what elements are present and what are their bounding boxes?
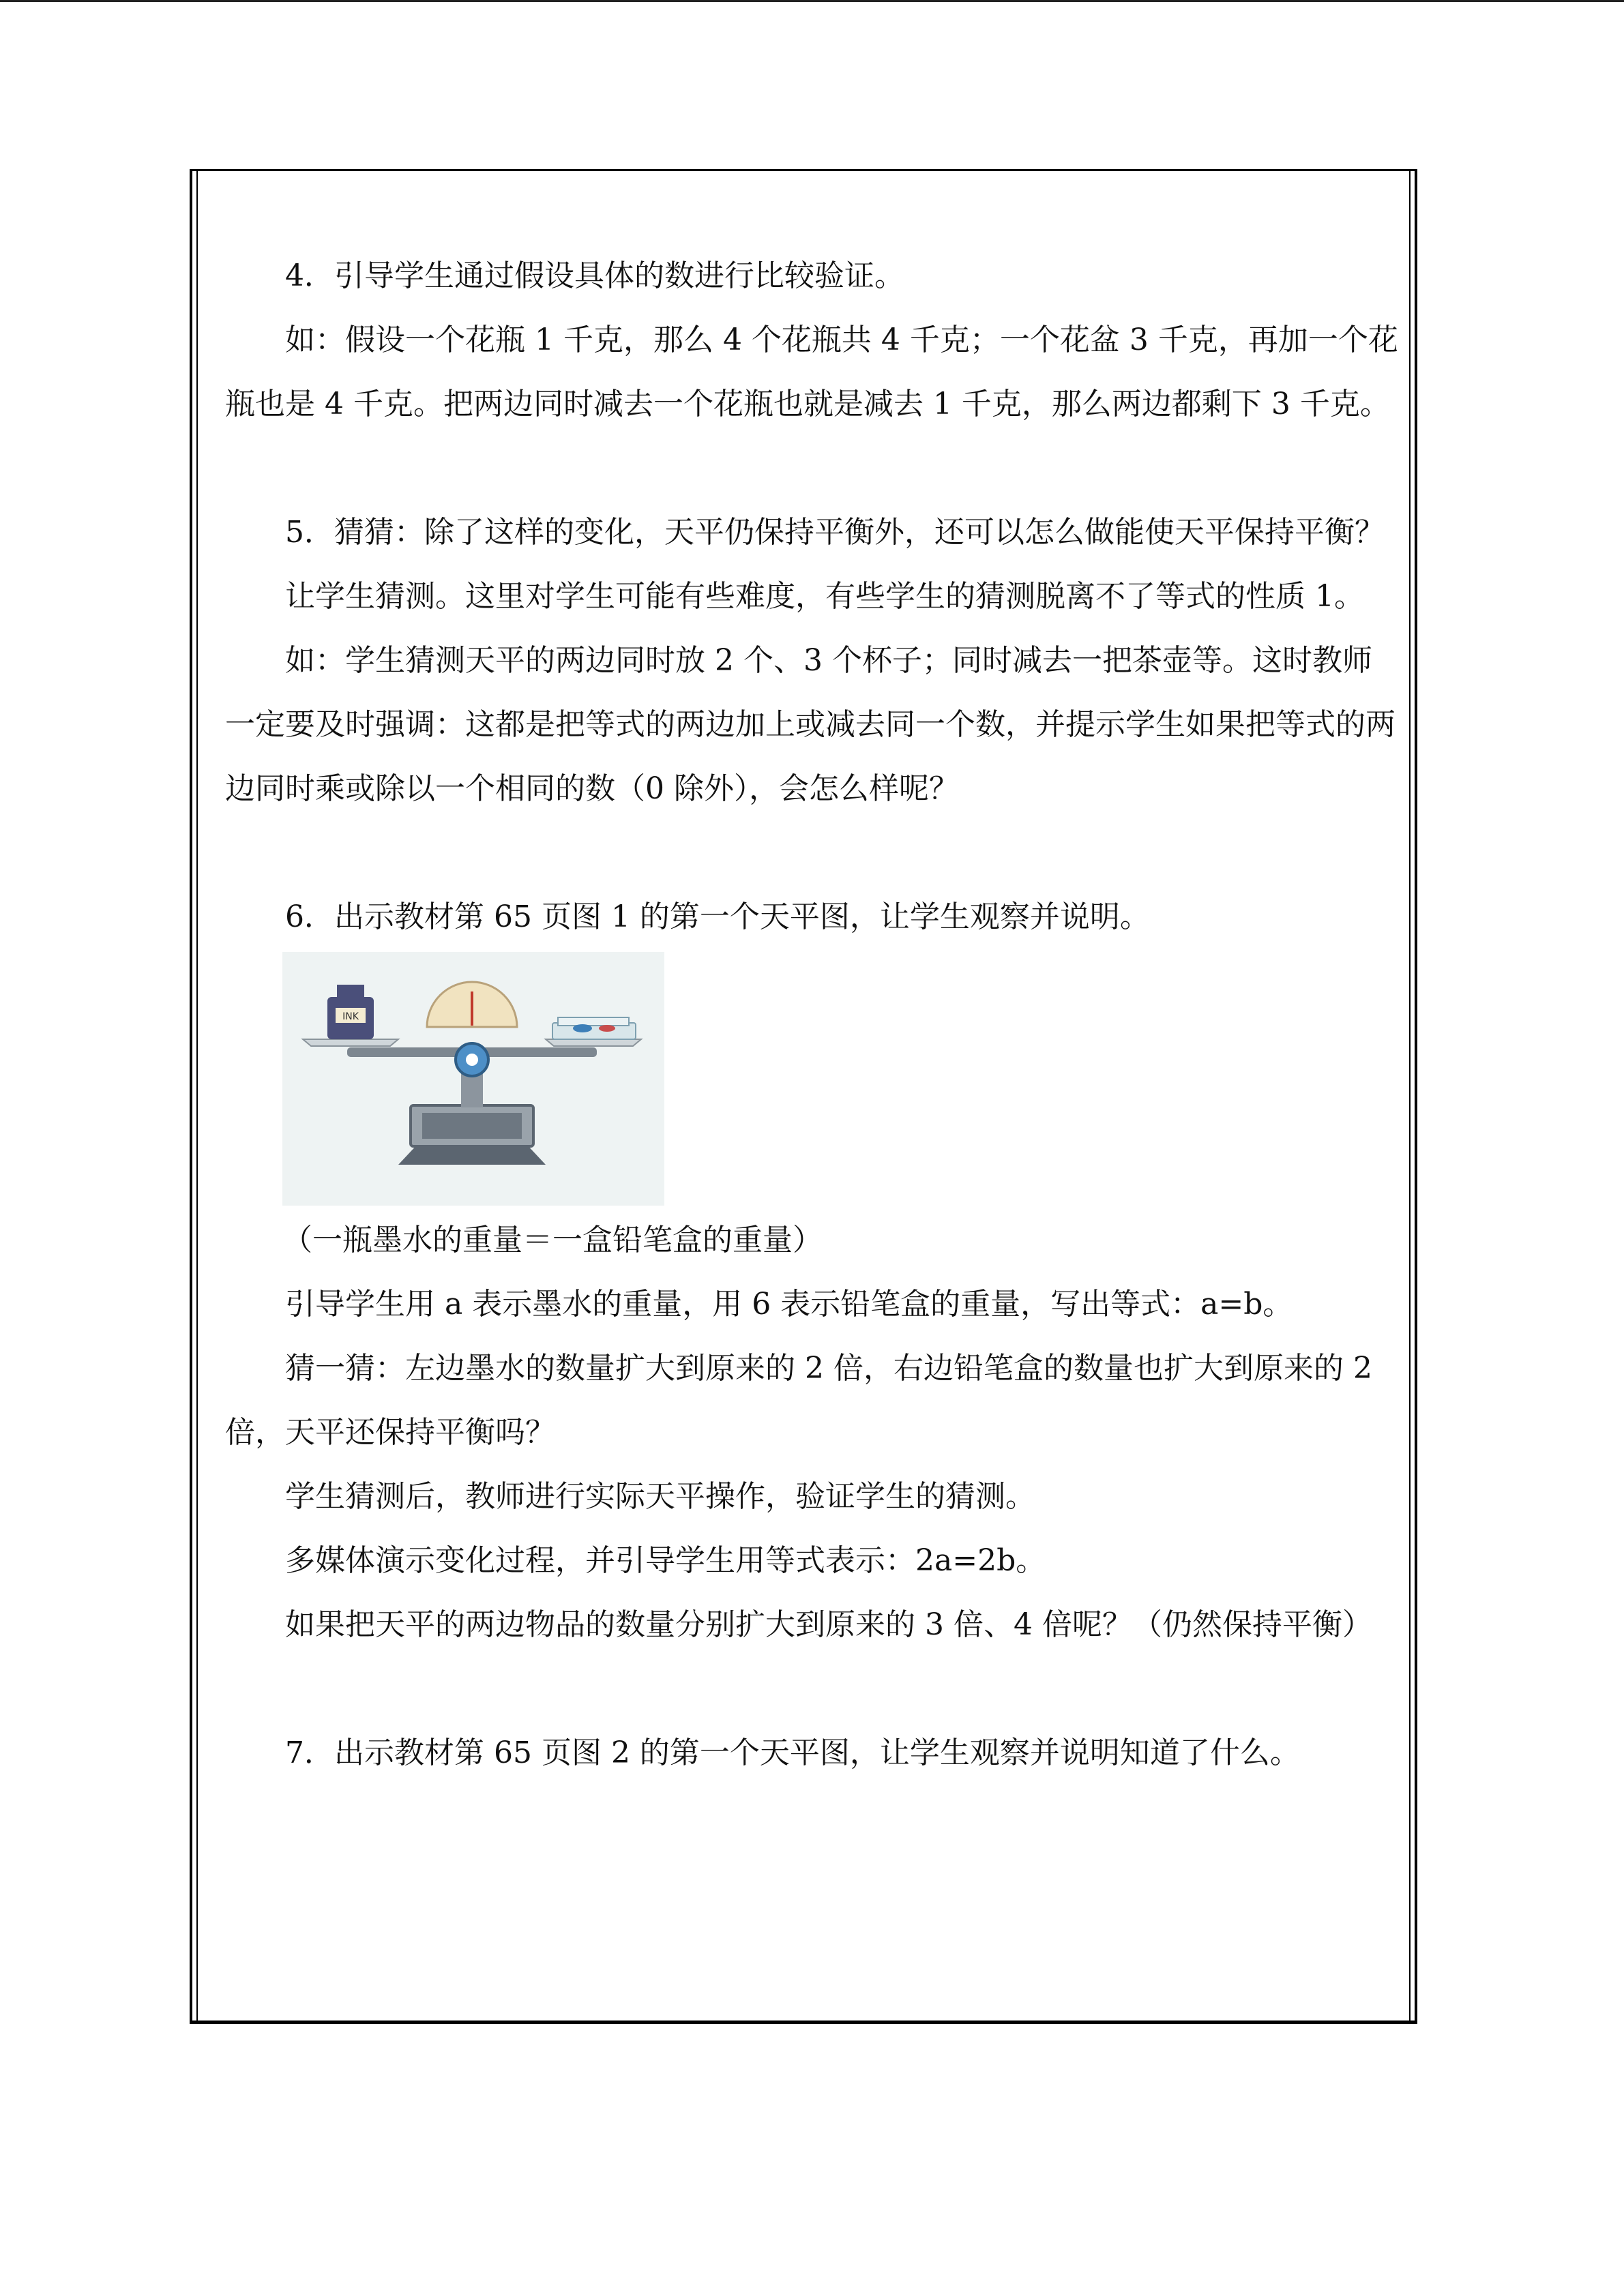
paragraph-step-7: 7．出示教材第 65 页图 2 的第一个天平图，让学生观察并说明知道了什么。	[285, 1735, 1300, 1770]
frame-bottom-border	[190, 2021, 1417, 2024]
blank-line	[225, 1657, 1398, 1721]
frame-left-border-inner	[196, 169, 198, 2024]
blank-line	[225, 436, 1398, 501]
balance-scale-figure	[282, 952, 664, 1206]
paragraph-example-vase: 如：假设一个花瓶 1 千克，那么 4 个花瓶共 4 千克；一个花盆 3 千克，再加一个花瓶也是 4 千克。把两边同时减去一个花瓶也就是减去 1 千克，那么两边都剩下 3 千克。	[225, 323, 1398, 421]
figure-caption: （一瓶墨水的重量＝一盒铅笔盒的重量）	[282, 1223, 823, 1257]
paragraph-multimedia: 多媒体演示变化过程，并引导学生用等式表示：2a=2b。	[285, 1543, 1046, 1578]
frame-right-border-inner	[1409, 169, 1411, 2024]
ink-bottle-cap	[337, 985, 364, 998]
frame-left-border-outer	[190, 169, 192, 2024]
paragraph-step-4: 4．引导学生通过假设具体的数进行比较验证。	[285, 258, 904, 293]
paragraph-guess-double: 猜一猜：左边墨水的数量扩大到原来的 2 倍，右边铅笔盒的数量也扩大到原来的 2 倍，天平还保持平衡吗？	[225, 1351, 1372, 1450]
right-pan	[546, 1039, 641, 1046]
paragraph-example-cups: 如：学生猜测天平的两边同时放 2 个、3 个杯子；同时减去一把茶壶等。这时教师一定要及时强调：这都是把等式的两边加上或减去同一个数，并提示学生如果把等式的两边同时乘或除以一个相同的数（0 除外），会怎么样呢？	[225, 643, 1396, 806]
page-top-rule	[0, 0, 1624, 2]
paragraph-step-6: 6．出示教材第 65 页图 1 的第一个天平图，让学生观察并说明。	[285, 899, 1150, 934]
paragraph-verify: 学生猜测后，教师进行实际天平操作，验证学生的猜测。	[285, 1479, 1035, 1514]
ink-label: INK	[342, 1011, 359, 1022]
paragraph-step-5: 5．猜猜：除了这样的变化，天平仍保持平衡外，还可以怎么做能使天平保持平衡？	[285, 515, 1385, 550]
blank-line	[225, 821, 1398, 885]
paragraph-student-guess: 让学生猜测。这里对学生可能有些难度，有些学生的猜测脱离不了等式的性质 1。	[285, 579, 1364, 614]
frame-top-border	[190, 169, 1417, 171]
balance-scale-icon	[282, 952, 664, 1206]
frame-right-border-outer	[1415, 169, 1417, 2024]
document-body	[225, 244, 1398, 1785]
paragraph-triple-quadruple: 如果把天平的两边物品的数量分别扩大到原来的 3 倍、4 倍呢？（仍然保持平衡）	[285, 1607, 1372, 1642]
left-pan	[303, 1039, 398, 1046]
paragraph-write-equation: 引导学生用 a 表示墨水的重量，用 6 表示铅笔盒的重量，写出等式：a=b。	[285, 1287, 1293, 1322]
scale-window	[422, 1113, 522, 1139]
